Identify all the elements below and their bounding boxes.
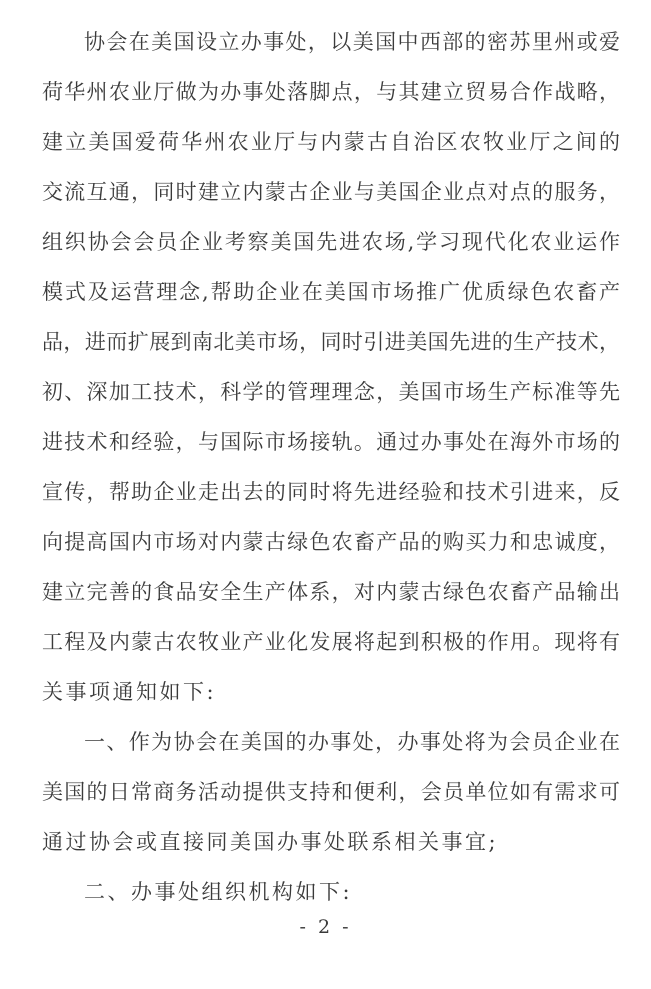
text-line: 组织协会会员企业考察美国先进农场,学习现代化农业运作 [42, 230, 620, 254]
text-line: 通过协会或直接同美国办事处联系相关事宜; [42, 830, 499, 854]
page-number: - 2 - [299, 916, 352, 938]
text-line: 交流互通，同时建立内蒙古企业与美国企业点对点的服务， [42, 180, 620, 204]
text-line: 一、作为协会在美国的办事处，办事处将为会员企业在 [84, 730, 620, 754]
text-line: 建立美国爱荷华州农业厅与内蒙古自治区农牧业厅之间的 [42, 130, 620, 154]
text-line: 工程及内蒙古农牧业产业化发展将起到积极的作用。现将有 [42, 630, 620, 654]
text-line: 美国的日常商务活动提供支持和便利，会员单位如有需求可 [42, 780, 620, 804]
text-line: 荷华州农业厅做为办事处落脚点，与其建立贸易合作战略， [42, 80, 620, 104]
text-line: 宣传，帮助企业走出去的同时将先进经验和技术引进来，反 [42, 480, 620, 504]
text-line: 模式及运营理念,帮助企业在美国市场推广优质绿色农畜产 [42, 280, 620, 304]
text-line: 进技术和经验，与国际市场接轨。通过办事处在海外市场的 [42, 430, 620, 454]
text-line: 建立完善的食品安全生产体系，对内蒙古绿色农畜产品输出 [42, 580, 620, 604]
text-line: 二、办事处组织机构如下: [84, 880, 353, 904]
document-body [42, 17, 620, 917]
text-line: 品，进而扩展到南北美市场，同时引进美国先进的生产技术， [42, 330, 620, 354]
text-line: 向提高国内市场对内蒙古绿色农畜产品的购买力和忠诚度， [42, 530, 620, 554]
text-line: 协会在美国设立办事处，以美国中西部的密苏里州或爱 [84, 30, 620, 54]
text-line: 初、深加工技术，科学的管理理念，美国市场生产标准等先 [42, 380, 620, 404]
text-line: 关事项通知如下: [42, 680, 217, 704]
